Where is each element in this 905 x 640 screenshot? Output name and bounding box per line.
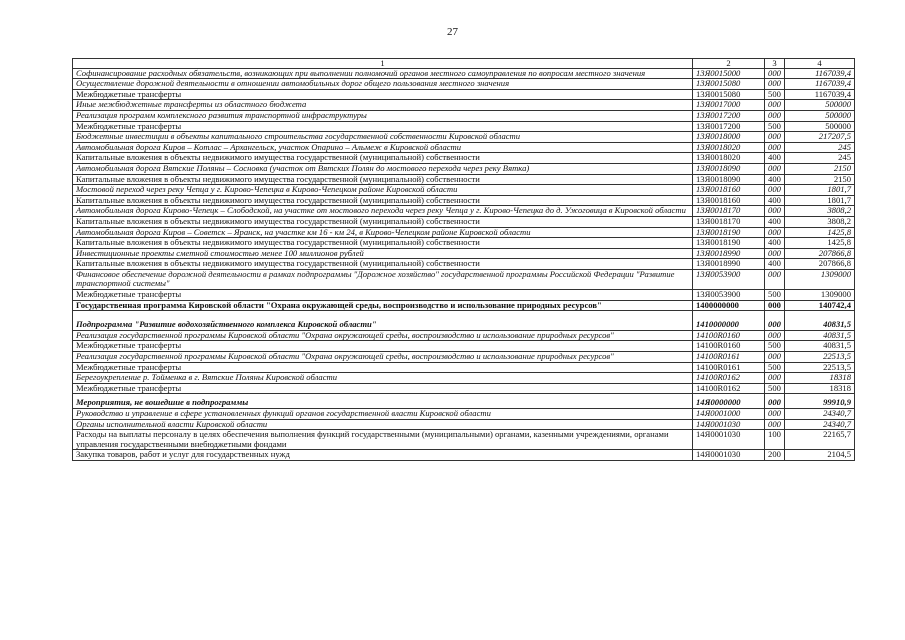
row-sum: 40831,5 (785, 341, 855, 352)
row-sum: 40831,5 (785, 330, 855, 341)
row-expense-kind: 000 (765, 373, 785, 384)
table-row (73, 269, 855, 289)
row-code: 1410000000 (693, 311, 765, 331)
row-name: Межбюджетные трансферты (73, 341, 693, 352)
row-sum: 40831,5 (785, 311, 855, 331)
row-code: 13Я0015080 (693, 89, 765, 100)
row-code: 13Я0018020 (693, 153, 765, 164)
row-sum: 140742,4 (785, 300, 855, 311)
row-code: 13Я0015080 (693, 79, 765, 90)
row-name: Капитальные вложения в объекты недвижимого имущества государственной (муниципальной) собственности (73, 174, 693, 185)
row-sum: 3808,2 (785, 206, 855, 217)
row-name: Автомобильная дорога Киров – Советск – Яранск, на участке км 16 - км 24, в Кирово-Чепецком районе Кировской области (73, 227, 693, 238)
row-code: 13Я0017200 (693, 110, 765, 121)
row-sum: 2150 (785, 174, 855, 185)
row-expense-kind: 500 (765, 362, 785, 373)
row-expense-kind: 000 (765, 163, 785, 174)
row-expense-kind: 000 (765, 409, 785, 420)
row-code: 13Я0018990 (693, 248, 765, 259)
row-expense-kind: 500 (765, 341, 785, 352)
row-name: Реализация государственной программы Кировской области "Охрана окружающей среды, воспроизводство и использование природных ресурсов" (73, 330, 693, 341)
row-expense-kind: 400 (765, 153, 785, 164)
row-sum: 1801,7 (785, 185, 855, 196)
row-code: 14Я0001030 (693, 430, 765, 450)
row-expense-kind: 000 (765, 300, 785, 311)
row-expense-kind: 000 (765, 206, 785, 217)
row-name: Инвестиционные проекты сметной стоимостью менее 100 миллионов рублей (73, 248, 693, 259)
row-sum: 18318 (785, 383, 855, 394)
header-col-4: 4 (785, 59, 855, 69)
row-code: 14Я0001030 (693, 419, 765, 430)
row-name: Капитальные вложения в объекты недвижимого имущества государственной (муниципальной) собственности (73, 259, 693, 270)
row-sum: 1425,8 (785, 227, 855, 238)
row-name: Реализация программ комплексного развития транспортной инфраструктуры (73, 110, 693, 121)
table-row (73, 142, 855, 153)
row-expense-kind: 000 (765, 142, 785, 153)
row-code: 14Я0000000 (693, 394, 765, 409)
row-name: Капитальные вложения в объекты недвижимого имущества государственной (муниципальной) собственности (73, 238, 693, 249)
row-sum: 24340,7 (785, 409, 855, 420)
row-name: Капитальные вложения в объекты недвижимого имущества государственной (муниципальной) собственности (73, 195, 693, 206)
row-sum: 18318 (785, 373, 855, 384)
table-row (73, 352, 855, 363)
table-row (73, 89, 855, 100)
row-sum: 22513,5 (785, 362, 855, 373)
table-header-row (73, 59, 855, 69)
row-expense-kind: 400 (765, 216, 785, 227)
row-expense-kind: 000 (765, 269, 785, 289)
row-sum: 245 (785, 153, 855, 164)
table-row (73, 300, 855, 311)
row-expense-kind: 000 (765, 68, 785, 79)
table-row (73, 409, 855, 420)
table-row (73, 450, 855, 461)
row-sum: 2150 (785, 163, 855, 174)
row-sum: 22513,5 (785, 352, 855, 363)
row-sum: 207866,8 (785, 259, 855, 270)
budget-table-body (73, 59, 855, 461)
row-code: 13Я0018020 (693, 142, 765, 153)
row-code: 14100R0162 (693, 383, 765, 394)
row-expense-kind: 000 (765, 79, 785, 90)
row-expense-kind: 000 (765, 132, 785, 143)
row-name: Закупка товаров, работ и услуг для государственных нужд (73, 450, 693, 461)
table-row (73, 238, 855, 249)
row-code: 1400000000 (693, 300, 765, 311)
row-expense-kind: 500 (765, 121, 785, 132)
row-code: 14Я0001030 (693, 450, 765, 461)
table-row (73, 153, 855, 164)
row-name: Межбюджетные трансферты (73, 383, 693, 394)
row-name: Государственная программа Кировской области "Охрана окружающей среды, воспроизводство и использование природных ресурсов" (73, 300, 693, 311)
table-row (73, 419, 855, 430)
table-row (73, 110, 855, 121)
row-expense-kind: 400 (765, 174, 785, 185)
row-sum: 2104,5 (785, 450, 855, 461)
row-name: Капитальные вложения в объекты недвижимого имущества государственной (муниципальной) собственности (73, 216, 693, 227)
row-name: Мостовой переход через реку Чепца у г. Кирово-Чепецка в Кирово-Чепецком районе Кировской области (73, 185, 693, 196)
row-name: Капитальные вложения в объекты недвижимого имущества государственной (муниципальной) собственности (73, 153, 693, 164)
row-sum: 99910,9 (785, 394, 855, 409)
table-row (73, 132, 855, 143)
row-sum: 24340,7 (785, 419, 855, 430)
row-sum: 1167039,4 (785, 89, 855, 100)
row-name: Бюджетные инвестиции в объекты капитального строительства государственной собственности Кировской области (73, 132, 693, 143)
row-code: 13Я0015000 (693, 68, 765, 79)
row-sum: 245 (785, 142, 855, 153)
table-row (73, 259, 855, 270)
row-code: 14100R0160 (693, 330, 765, 341)
table-row (73, 362, 855, 373)
row-sum: 207866,8 (785, 248, 855, 259)
row-expense-kind: 000 (765, 100, 785, 111)
table-row (73, 330, 855, 341)
row-sum: 1425,8 (785, 238, 855, 249)
row-sum: 1801,7 (785, 195, 855, 206)
budget-table (72, 58, 855, 461)
row-expense-kind: 200 (765, 450, 785, 461)
row-expense-kind: 000 (765, 419, 785, 430)
row-code: 14100R0161 (693, 362, 765, 373)
table-row (73, 341, 855, 352)
row-name: Автомобильная дорога Вятские Поляны – Сосновка (участок от Вятских Полян до мостового перехода через реку Вятка) (73, 163, 693, 174)
row-sum: 3808,2 (785, 216, 855, 227)
table-row (73, 174, 855, 185)
row-expense-kind: 500 (765, 383, 785, 394)
row-name: Межбюджетные трансферты (73, 362, 693, 373)
row-sum: 1167039,4 (785, 79, 855, 90)
row-code: 14Я0001000 (693, 409, 765, 420)
row-sum: 500000 (785, 100, 855, 111)
table-row (73, 68, 855, 79)
row-code: 13Я0018160 (693, 195, 765, 206)
row-name: Подпрограмма "Развитие водохозяйственного комплекса Кировской области" (73, 311, 693, 331)
table-row (73, 248, 855, 259)
row-name: Межбюджетные трансферты (73, 89, 693, 100)
page-number: 27 (447, 26, 458, 38)
row-sum: 500000 (785, 121, 855, 132)
header-col-1: 1 (73, 59, 693, 69)
row-expense-kind: 000 (765, 227, 785, 238)
row-code: 13Я0017200 (693, 121, 765, 132)
row-code: 13Я0018090 (693, 163, 765, 174)
row-expense-kind: 000 (765, 185, 785, 196)
row-code: 13Я0018170 (693, 206, 765, 217)
row-name: Реализация государственной программы Кировской области "Охрана окружающей среды, воспроизводство и использование природных ресурсов" (73, 352, 693, 363)
table-row (73, 290, 855, 301)
row-name: Автомобильная дорога Киров – Котлас – Архангельск, участок Опарино – Альмеж в Кировской области (73, 142, 693, 153)
row-name: Органы исполнительной власти Кировской области (73, 419, 693, 430)
row-code: 14100R0160 (693, 341, 765, 352)
table-row (73, 121, 855, 132)
row-code: 13Я0017000 (693, 100, 765, 111)
table-row (73, 373, 855, 384)
table-row (73, 195, 855, 206)
row-expense-kind: 000 (765, 394, 785, 409)
row-code: 13Я0018190 (693, 238, 765, 249)
row-code: 14100R0161 (693, 352, 765, 363)
row-expense-kind: 000 (765, 330, 785, 341)
row-name: Расходы на выплаты персоналу в целях обеспечения выполнения функций государственными (муниципальными) органами, казенными учреждениями, органами управления государственными внебюджетными фондами (73, 430, 693, 450)
row-name: Финансовое обеспечение дорожной деятельности в рамках подпрограммы "Дорожное хозяйство" государственной программы Российской Федерации "Развитие транспортной системы" (73, 269, 693, 289)
table-row (73, 185, 855, 196)
row-code: 13Я0053900 (693, 269, 765, 289)
row-code: 13Я0053900 (693, 290, 765, 301)
table-row (73, 163, 855, 174)
row-sum: 1309000 (785, 290, 855, 301)
row-name: Автомобильная дорога Кирово-Чепецк – Слободской, на участке от мостового перехода через реку Чепца у г. Кирово-Чепецка до д. Ужоговица в Кировской области (73, 206, 693, 217)
table-row (73, 383, 855, 394)
row-code: 13Я0018160 (693, 185, 765, 196)
row-code: 13Я0018190 (693, 227, 765, 238)
row-expense-kind: 500 (765, 290, 785, 301)
table-row (73, 311, 855, 331)
row-expense-kind: 400 (765, 238, 785, 249)
row-sum: 1309000 (785, 269, 855, 289)
row-sum: 1167039,4 (785, 68, 855, 79)
row-expense-kind: 000 (765, 110, 785, 121)
row-expense-kind: 000 (765, 248, 785, 259)
row-code: 14100R0162 (693, 373, 765, 384)
table-row (73, 216, 855, 227)
row-sum: 500000 (785, 110, 855, 121)
row-expense-kind: 100 (765, 430, 785, 450)
row-name: Осуществление дорожной деятельности в отношении автомобильных дорог общего пользования местного значения (73, 79, 693, 90)
row-sum: 22165,7 (785, 430, 855, 450)
row-name: Руководство и управление в сфере установленных функций органов государственной власти Кировской области (73, 409, 693, 420)
row-name: Мероприятия, не вошедшие в подпрограммы (73, 394, 693, 409)
table-row (73, 79, 855, 90)
row-name: Межбюджетные трансферты (73, 121, 693, 132)
table-row (73, 430, 855, 450)
header-col-3: 3 (765, 59, 785, 69)
row-expense-kind: 000 (765, 352, 785, 363)
row-name: Иные межбюджетные трансферты из областного бюджета (73, 100, 693, 111)
row-expense-kind: 000 (765, 311, 785, 331)
row-code: 13Я0018170 (693, 216, 765, 227)
row-sum: 217207,5 (785, 132, 855, 143)
row-name: Межбюджетные трансферты (73, 290, 693, 301)
table-row (73, 227, 855, 238)
row-name: Софинансирование расходных обязательств, возникающих при выполнении полномочий органов местного самоуправления по вопросам местного значения (73, 68, 693, 79)
row-code: 13Я0018990 (693, 259, 765, 270)
table-row (73, 100, 855, 111)
row-expense-kind: 400 (765, 195, 785, 206)
row-expense-kind: 400 (765, 259, 785, 270)
row-name: Берегоукрепление р. Тойменка в г. Вятские Поляны Кировской области (73, 373, 693, 384)
table-row (73, 206, 855, 217)
row-code: 13Я0018090 (693, 174, 765, 185)
row-code: 13Я0018000 (693, 132, 765, 143)
header-col-2: 2 (693, 59, 765, 69)
row-expense-kind: 500 (765, 89, 785, 100)
table-row (73, 394, 855, 409)
